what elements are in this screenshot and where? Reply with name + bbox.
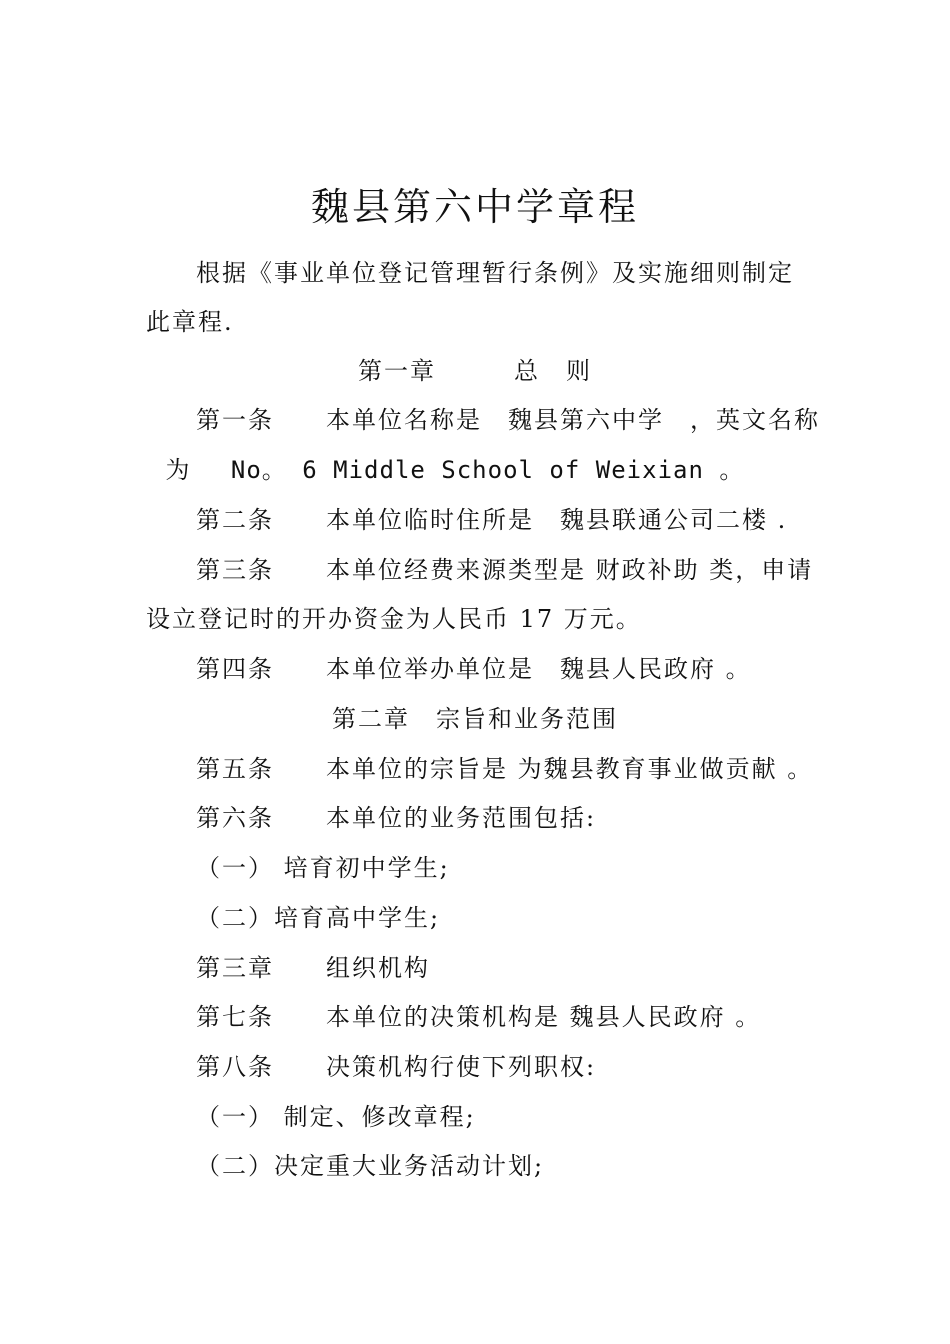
article-6-item-2: （二）培育高中学生; (196, 904, 441, 932)
chapter-1-heading: 第一章 总 则 (358, 357, 592, 385)
article-1-line-2: 为 No。 6 Middle School of Weixian 。 (150, 456, 745, 484)
article-6-item-1: （一） 培育初中学生; (196, 854, 450, 882)
article-8-item-1: （一） 制定、修改章程; (196, 1103, 476, 1131)
article-2: 第二条 本单位临时住所是 魏县联通公司二楼 . (196, 506, 788, 534)
article-3-line-1: 第三条 本单位经费来源类型是 财政补助 类，申请 (196, 556, 814, 584)
intro-line-1: 根据《事业单位登记管理暂行条例》及实施细则制定 (196, 259, 794, 287)
article-8: 第八条 决策机构行使下列职权: (196, 1053, 597, 1081)
article-1-line-1: 第一条 本单位名称是 魏县第六中学 ，英文名称 (196, 406, 820, 434)
chapter-3-heading: 第三章 组织机构 (196, 954, 430, 982)
article-5: 第五条 本单位的宗旨是 为魏县教育事业做贡献 。 (196, 755, 814, 783)
article-6: 第六条 本单位的业务范围包括: (196, 804, 597, 832)
chapter-2-heading: 第二章 宗旨和业务范围 (332, 705, 618, 733)
article-3-line-2: 设立登记时的开办资金为人民币 17 万元。 (146, 605, 642, 633)
document-title: 魏县第六中学章程 (310, 185, 639, 229)
article-8-item-2: （二）决定重大业务活动计划; (196, 1152, 545, 1180)
article-7: 第七条 本单位的决策机构是 魏县人民政府 。 (196, 1003, 762, 1031)
article-4: 第四条 本单位举办单位是 魏县人民政府 。 (196, 655, 752, 683)
intro-line-2: 此章程. (146, 308, 234, 336)
